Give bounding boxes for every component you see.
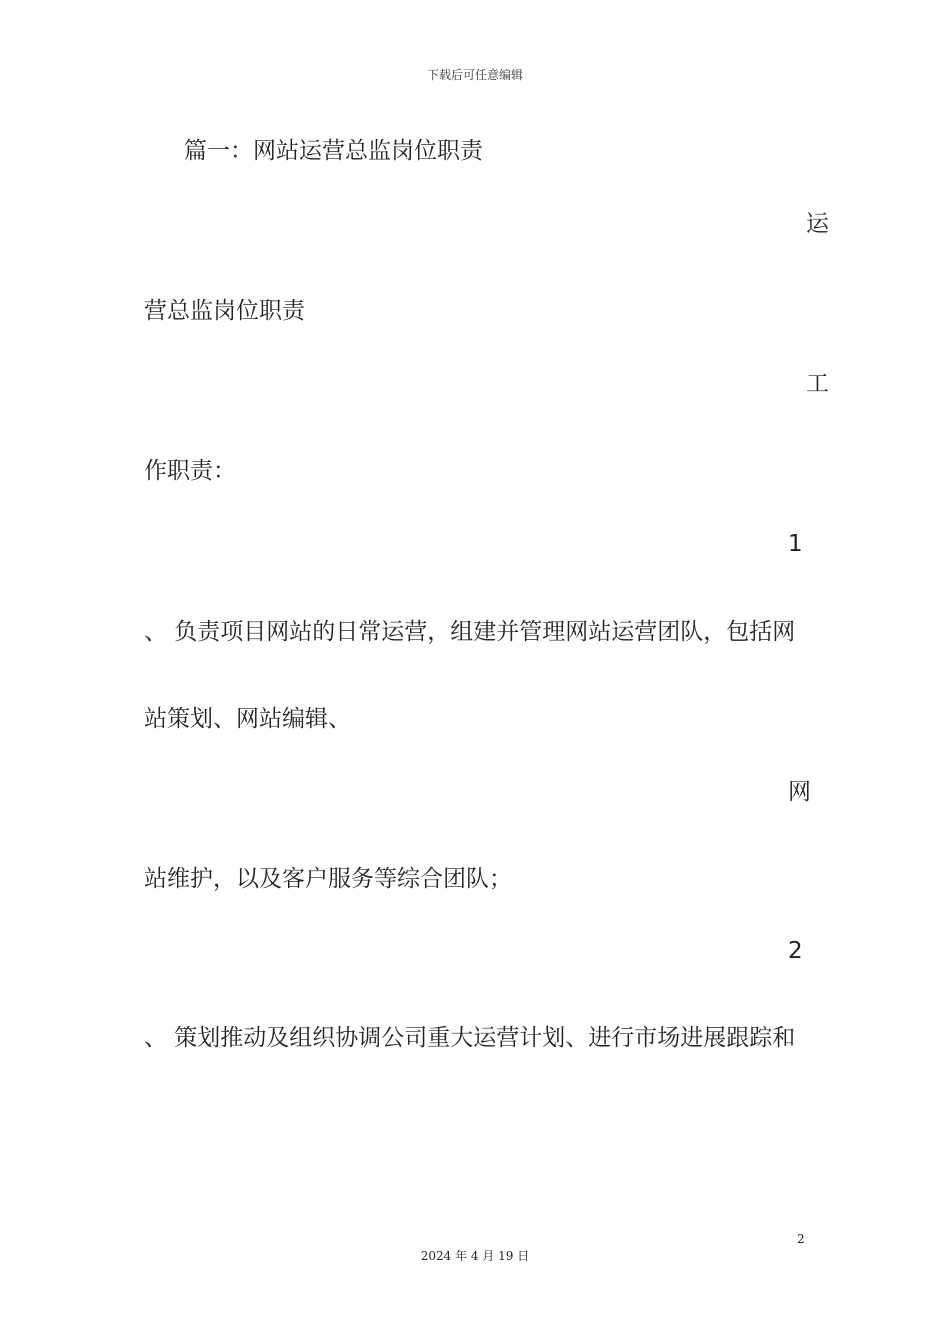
body-line: 作职责： [144,458,236,484]
body-line: 站维护，以及客户服务等综合团队； [144,866,512,892]
document-title: 篇一：网站运营总监岗位职责 [184,138,483,164]
body-line: 、 策划推动及组织协调公司重大运营计划、进行市场进展跟踪和 [144,1025,796,1051]
list-number: 2 [788,938,803,964]
body-line: 、 负责项目网站的日常运营，组建并管理网站运营团队，包括网 [144,619,796,645]
body-line: 站策划、网站编辑、 [144,706,351,732]
body-line: 运 [806,211,829,237]
body-line: 营总监岗位职责 [144,298,305,324]
page-header: 下载后可任意编辑 [426,68,523,82]
page-number: 2 [797,1232,805,1246]
body-line: 网 [788,779,811,805]
footer-date: 2024 年 4 月 19 日 [420,1249,530,1263]
list-number: 1 [788,531,803,557]
body-line: 工 [806,371,829,397]
